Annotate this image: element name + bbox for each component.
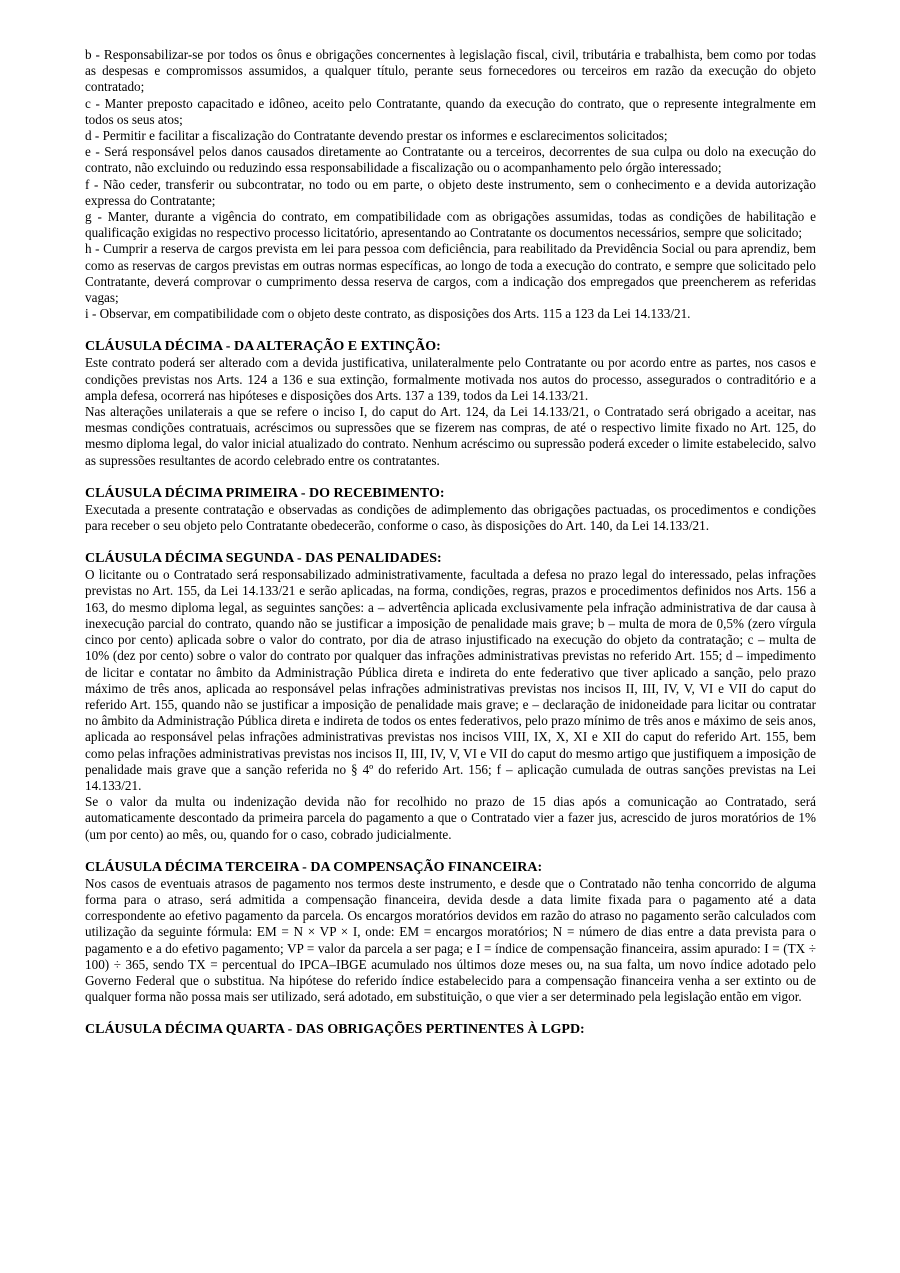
clause-decima-paragraph-2: Nas alterações unilaterais a que se refere o inciso I, do caput do Art. 124, da Lei 14.133/21, o Contratado será obrigado a aceitar, nas mesmas condições contratuais, acréscimos ou supressões que se fizerem nas compras, de até o respectivo limite fixado no Art. 125, do mesmo diploma legal, do valor inicial atualizado do contrato. Nenhum acréscimo ou supressão poderá exceder o limite estabelecido, salvo as supressões resultantes de acordo celebrado entre os contratantes. bbox=[85, 404, 816, 468]
clause-decima-paragraph-1: Este contrato poderá ser alterado com a devida justificativa, unilateralmente pelo Contratante ou por acordo entre as partes, nos casos e condições previstas nos Arts. 124 a 136 e sua extinção, formalmente motivada nos autos do processo, assegurados o contraditório e a ampla defesa, ocorrerá nas hipóteses e disposições dos Arts. 137 a 139, todos da Lei 14.133/21. bbox=[85, 355, 816, 403]
obligation-item-d: d - Permitir e facilitar a fiscalização do Contratante devendo prestar os informes e esclarecimentos solicitados; bbox=[85, 128, 668, 144]
clause-heading-decima-segunda-penalidades: CLÁUSULA DÉCIMA SEGUNDA - DAS PENALIDADES: bbox=[85, 551, 442, 567]
obligation-item-h: h - Cumprir a reserva de cargos prevista em lei para pessoa com deficiência, para reabilitado da Previdência Social ou para aprendiz, bem como as reservas de cargos previstas em outras normas específicas, ao longo de toda a execução do contrato, e sempre que solicitado pelo Contratante, deverá comprovar o cumprimento dessa reserva de cargos, com a indicação dos empregados que preencherem as referidas vagas; bbox=[85, 241, 816, 306]
obligation-item-c: c - Manter preposto capacitado e idôneo, aceito pelo Contratante, quando da execução do contrato, que o represente integralmente em todos os seus atos; bbox=[85, 95, 816, 127]
clause-decima-segunda-paragraph-2: Se o valor da multa ou indenização devida não for recolhido no prazo de 15 dias após a comunicação ao Contratado, será automaticamente descontado da primeira parcela do pagamento a que o Contratado vier a fazer jus, acrescido de juros moratórios de 1% (um por cento) ao mês, ou, quando for o caso, cobrado judicialmente. bbox=[85, 794, 816, 842]
clause-decima-primeira-paragraph: Executada a presente contratação e observadas as condições de adimplemento das obrigações pactuadas, os procedimentos e condições para receber o seu objeto pelo Contratante obedecerão, conforme o caso, às disposições do Art. 140, da Lei 14.133/21. bbox=[85, 501, 816, 534]
clause-heading-decima-terceira-compensacao: CLÁUSULA DÉCIMA TERCEIRA - DA COMPENSAÇÃO FINANCEIRA: bbox=[85, 859, 543, 875]
clause-heading-decima-primeira-recebimento: CLÁUSULA DÉCIMA PRIMEIRA - DO RECEBIMENTO: bbox=[85, 485, 445, 501]
obligation-item-i: i - Observar, em compatibilidade com o objeto deste contrato, as disposições dos Arts. 115 a 123 da Lei 14.133/21. bbox=[85, 306, 691, 322]
clause-heading-decima-quarta-lgpd: CLÁUSULA DÉCIMA QUARTA - DAS OBRIGAÇÕES PERTINENTES À LGPD: bbox=[85, 1022, 585, 1038]
obligation-item-f: f - Não ceder, transferir ou subcontratar, no todo ou em parte, o objeto deste instrumento, sem o conhecimento e a devida autorização expressa do Contratante; bbox=[85, 176, 816, 208]
clause-decima-segunda-paragraph-1: O licitante ou o Contratado será responsabilizado administrativamente, facultada a defesa no prazo legal do interessado, pelas infrações previstas no Art. 155, da Lei 14.133/21 e serão aplicadas, na forma, condições, regras, prazos e procedimentos definidos nos Arts. 156 a 163, do mesmo diploma legal, as seguintes sanções: a – advertência aplicada exclusivamente pela infração administrativa de dar causa à inexecução parcial do contrato, quando não se justificar a imposição de penalidade mais grave; b – multa de mora de 0,5% (zero vírgula cinco por cento) aplicada sobre o valor do contrato, por dia de atraso injustificado na execução do objeto da contratação; c – multa de 10% (dez por cento) sobre o valor do contrato por qualquer das infrações administrativas previstas no referido Art. 155; d – impedimento de licitar e contatar no âmbito da Administração Pública direta e indireta do ente federativo que tiver aplicado a sanção, pelo prazo máximo de três anos, aplicada ao responsável pelas infrações administrativas previstas nos incisos II, III, IV, V, VI e VII do caput do referido Art. 155, quando não se justificar a imposição de penalidade mais grave; e – declaração de inidoneidade para licitar ou contratar no âmbito da Administração Pública direta e indireta de todos os entes federativos, pelo prazo mínimo de três anos e máximo de seis anos, aplicada ao responsável pelas infrações administrativas previstas nos incisos VIII, IX, X, XI e XII do caput do referido Art. 155, bem como pelas infrações administrativas previstas nos incisos II, III, IV, V, VI e VII do caput do mesmo artigo que justifiquem a imposição de penalidade mais grave que a sanção referida no § 4º do referido Art. 156; f – aplicação cumulada de outras sanções previstas na Lei 14.133/21. bbox=[85, 567, 816, 793]
clause-heading-decima-alteracao-extincao: CLÁUSULA DÉCIMA - DA ALTERAÇÃO E EXTINÇÃO: bbox=[85, 339, 441, 355]
clause-decima-terceira-paragraph: Nos casos de eventuais atrasos de pagamento nos termos deste instrumento, e desde que o Contratado não tenha concorrido de alguma forma para o atraso, será admitida a compensação financeira, devida desde a data limite fixada para o pagamento até a data correspondente ao efetivo pagamento da parcela. Os encargos moratórios devidos em razão do atraso no pagamento serão calculados com utilização da seguinte fórmula: EM = N × VP × I, onde: EM = encargos moratórios; N = número de dias entre a data prevista para o pagamento e a do efetivo pagamento; VP = valor da parcela a ser paga; e I = índice de compensação financeira, assim apurado: I = (TX ÷ 100) ÷ 365, sendo TX = percentual do IPCA–IBGE acumulado nos últimos doze meses ou, na sua falta, um novo índice adotado pelo Governo Federal que o substitua. Na hipótese do referido índice estabelecido para a compensação financeira venha a ser extinto ou de qualquer forma não possa mais ser utilizado, será adotado, em substituição, o que vier a ser determinado pela legislação então em vigor. bbox=[85, 875, 816, 1005]
obligation-item-b: b - Responsabilizar-se por todos os ônus e obrigações concernentes à legislação fiscal, civil, tributária e trabalhista, bem como por todas as despesas e compromissos assumidos, a qualquer título, perante seus fornecedores ou terceiros em razão da execução do objeto contratado; bbox=[85, 47, 816, 95]
obligation-item-e: e - Será responsável pelos danos causados diretamente ao Contratante ou a terceiros, decorrentes de sua culpa ou dolo na execução do contrato, não excluindo ou reduzindo essa responsabilidade a fiscalização ou o acompanhamento pelo órgão interessado; bbox=[85, 144, 816, 176]
obligation-item-g: g - Manter, durante a vigência do contrato, em compatibilidade com as obrigações assumidas, todas as condições de habilitação e qualificação exigidas no respectivo processo licitatório, apresentando ao Contratante os documentos necessários, sempre que solicitado; bbox=[85, 209, 816, 241]
